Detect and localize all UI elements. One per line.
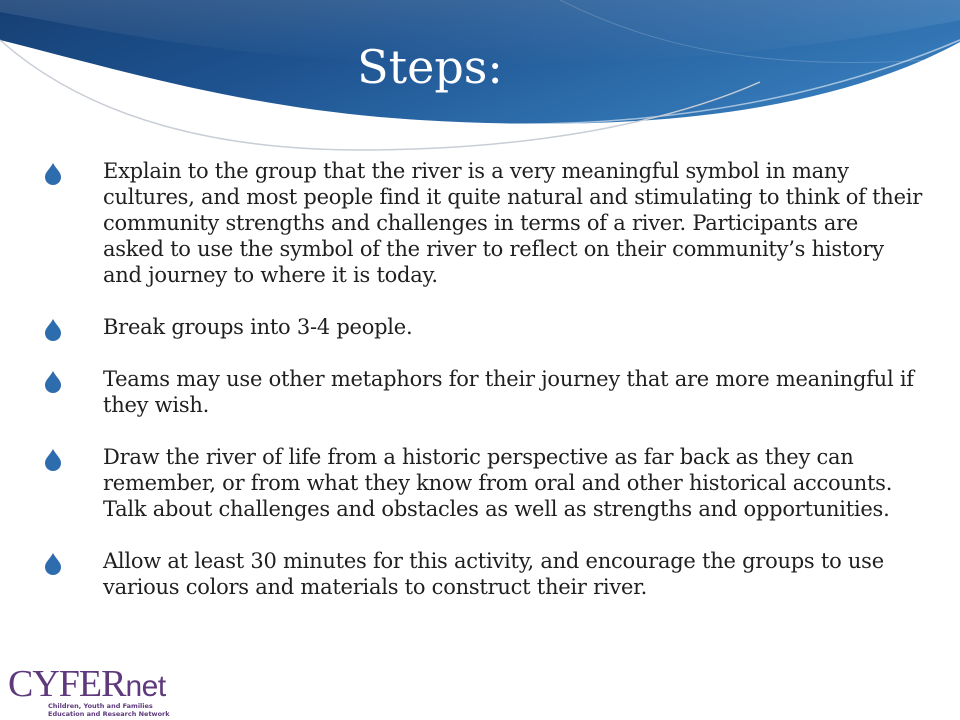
flame-bullet-icon bbox=[44, 553, 62, 575]
list-item bbox=[44, 444, 924, 522]
flame-bullet-icon bbox=[44, 163, 62, 185]
list-item bbox=[44, 548, 924, 600]
logo-tagline-line1: Children, Youth and Families bbox=[48, 702, 153, 710]
bullet-text: Explain to the group that the river is a very meaningful symbol in many cultures, and most people find it quite natural and stimulating to think of their community strengths and challenges in terms of a river. Participants are asked to use the symbol of the river to reflect on their community’s history and journey to where it is today. bbox=[103, 159, 923, 287]
list-item bbox=[44, 314, 924, 340]
bullet-text: Allow at least 30 minutes for this activity, and encourage the groups to use various colors and materials to construct their river. bbox=[103, 549, 884, 599]
flame-bullet-icon bbox=[44, 371, 62, 393]
logo-name-prefix: CYFER bbox=[8, 663, 126, 705]
flame-bullet-icon bbox=[44, 319, 62, 341]
bullet-text: Break groups into 3-4 people. bbox=[103, 315, 413, 339]
flame-bullet-icon bbox=[44, 449, 62, 471]
logo-name-suffix: net bbox=[125, 670, 166, 703]
logo-wordmark bbox=[8, 664, 166, 707]
cyfernet-logo bbox=[8, 664, 198, 718]
list-item bbox=[44, 158, 924, 288]
slide-title: Steps: bbox=[357, 40, 503, 94]
logo-tagline-line2: Education and Research Network bbox=[48, 710, 170, 718]
bullet-text: Teams may use other metaphors for their journey that are more meaningful if they wish. bbox=[103, 367, 914, 417]
list-item bbox=[44, 366, 924, 418]
logo-tagline bbox=[48, 702, 198, 718]
bullet-text: Draw the river of life from a historic perspective as far back as they can remember, or from what they know from oral and other historical accounts. Talk about challenges and obstacles as well as strengths and opportunities. bbox=[103, 445, 893, 521]
steps-list bbox=[44, 158, 924, 626]
